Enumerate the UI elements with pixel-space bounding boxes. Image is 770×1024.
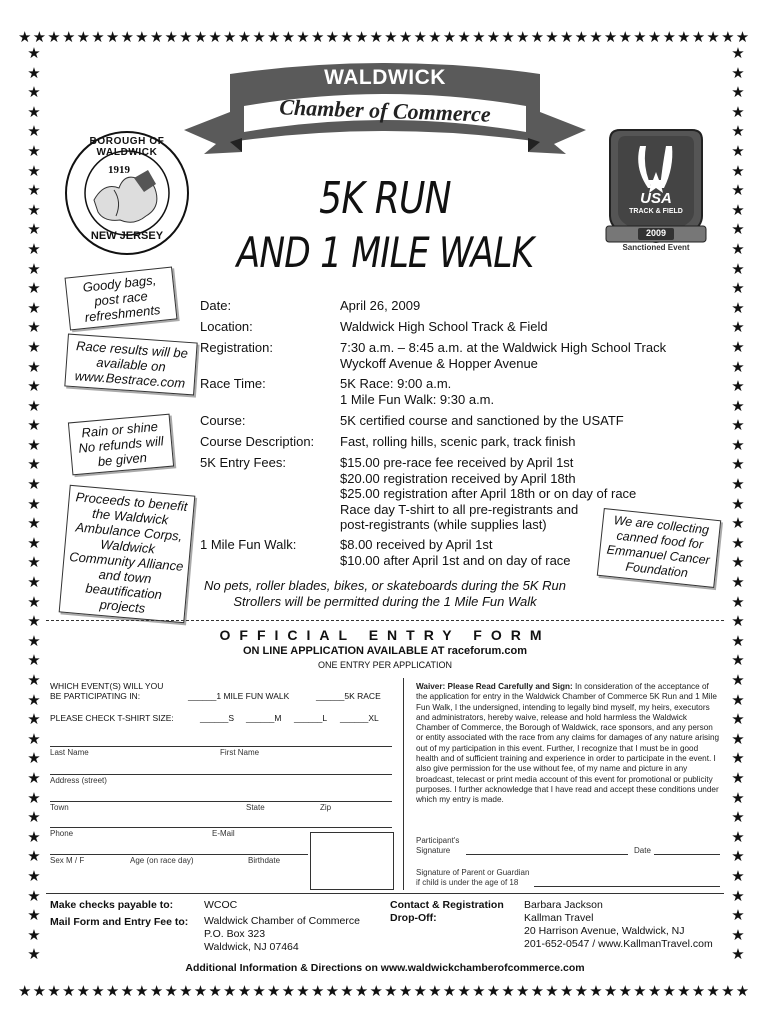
usatf-year: 2009 [645, 228, 667, 238]
which-events-label: WHICH EVENT(S) WILL YOU BE PARTICIPATING IN: [50, 681, 164, 701]
state-label: State [246, 803, 265, 812]
town-field[interactable] [50, 801, 392, 802]
last-name-label: Last Name [50, 748, 89, 757]
banner-subtitle: Chamber of Commerce [278, 94, 492, 127]
tshirt-size-l[interactable]: ______L [294, 713, 328, 723]
option-fun-walk[interactable]: ______1 MILE FUN WALK [188, 691, 290, 701]
participant-signature-label: Participant's Signature [416, 836, 460, 855]
tshirt-size-s[interactable]: ______S [200, 713, 235, 723]
note-goody-bags: Goody bags, post race refreshments [65, 267, 178, 331]
course-description-label: Course Description: [200, 434, 315, 449]
entry-form-title: OFFICIAL ENTRY FORM [219, 627, 551, 643]
note-proceeds: Proceeds to benefit the Waldwick Ambulance Corps, Waldwick Community Alliance and town beautification projects [59, 485, 196, 623]
parent-signature-label: Signature of Parent or Guardian if child is under the age of 18 [416, 868, 530, 887]
location-value: Waldwick High School Track & Field [340, 319, 548, 334]
checks-payable-label: Make checks payable to: [50, 899, 174, 911]
office-use-box [310, 832, 394, 890]
course-description-value: Fast, rolling hills, scenic park, track finish [340, 434, 576, 449]
date-field-label: Date [634, 846, 651, 855]
bottom-star-border: ★★★★★★★★★★★★★★★★★★★★★★★★★★★★★★★★★★★★★★★★★★★★★★★★★★ [18, 984, 751, 999]
contact-value: Barbara Jackson Kallman Travel 20 Harrison Avenue, Waldwick, NJ 201-652-0547 / www.KallmanTravel.com [524, 899, 713, 950]
additional-info: Additional Information & Directions on www.waldwickchamberofcommerce.com [185, 962, 585, 974]
phone-label: Phone [50, 829, 74, 838]
date-value: April 26, 2009 [340, 298, 421, 313]
course-label: Course: [200, 413, 246, 428]
top-star-border: ★★★★★★★★★★★★★★★★★★★★★★★★★★★★★★★★★★★★★★★★★★★★★★★★★★ [18, 30, 751, 45]
cut-line [46, 620, 724, 621]
contact-label: Contact & Registration Drop-Off: [390, 899, 504, 924]
online-application: ON LINE APPLICATION AVAILABLE AT raceforum.com [243, 645, 527, 657]
mail-form-value: Waldwick Chamber of Commerce P.O. Box 323 Waldwick, NJ 07464 [204, 915, 360, 953]
email-label: E-Mail [212, 829, 235, 838]
last-name-field[interactable] [50, 746, 392, 747]
banner-title: WALDWICK [324, 66, 446, 89]
age-label: Age (on race day) [130, 856, 194, 865]
usatf-badge [604, 128, 708, 262]
sex-label: Sex M / F [50, 856, 85, 865]
date-field[interactable] [654, 854, 720, 855]
left-star-border: ★ ★ ★ ★ ★ ★ ★ ★ ★ ★ ★ ★ ★ ★ ★ ★ ★ ★ ★ ★ ★ ★ ★ ★ ★ ★ ★ ★ ★ ★ ★ ★ ★ ★ ★ ★ ★ ★ ★ ★ ★ ★ ★ ★ ★ ★ ★ [27, 45, 41, 964]
waiver-title: Waiver: Please Read Carefully and Sign: [416, 682, 573, 691]
note-race-results: Race results will be available on www.Bestrace.com [64, 334, 197, 396]
borough-seal [64, 130, 190, 256]
race-time-label: Race Time: [200, 376, 266, 391]
right-star-border: ★ ★ ★ ★ ★ ★ ★ ★ ★ ★ ★ ★ ★ ★ ★ ★ ★ ★ ★ ★ ★ ★ ★ ★ ★ ★ ★ ★ ★ ★ ★ ★ ★ ★ ★ ★ ★ ★ ★ ★ ★ ★ ★ ★ ★ ★ ★ [731, 45, 745, 964]
phone-field[interactable] [50, 827, 392, 828]
fun-walk-value: $8.00 received by April 1st $10.00 after April 1st and on day of race [340, 537, 571, 568]
fun-walk-label: 1 Mile Fun Walk: [200, 537, 297, 552]
location-label: Location: [200, 319, 253, 334]
tshirt-size-m[interactable]: ______M [246, 713, 282, 723]
seal-bottom-text: NEW JERSEY [90, 230, 164, 242]
registration-value: 7:30 a.m. – 8:45 a.m. at the Waldwick High School Track Wyckoff Avenue & Hopper Avenue [340, 340, 667, 371]
usatf-usa: USA [640, 190, 672, 207]
entry-fees-label: 5K Entry Fees: [200, 455, 286, 470]
registration-label: Registration: [200, 340, 273, 355]
note-canned-food: We are collecting canned food for Emmanuel Cancer Foundation [597, 508, 721, 588]
parent-signature-field[interactable] [534, 886, 720, 887]
seal-year: 1919 [108, 164, 130, 176]
course-value: 5K certified course and sanctioned by the USATF [340, 413, 624, 428]
usatf-track-field: TRACK & FIELD [629, 208, 683, 215]
zip-label: Zip [320, 803, 332, 812]
event-title-line1: 5K RUN [319, 173, 451, 224]
tshirt-size-xl[interactable]: ______XL [340, 713, 379, 723]
waiver-text: In consideration of the acceptance of the application for entry in the Waldwick Chamber of Commerce 5K Run and 1 Mile Fun Walk, I the undersigned, intending to legally bind myself, my heirs, executors and administrators, hereby waive, release and hold harmless the Waldwick Chamber of Commerce, the Borough of Waldwick, race sponsors, and any person or entity associated with the race from any claims for damages of any nature arising out of my participation in this event. Further, I recognize that I must be in good health and of sufficient training and experience in order to participate in the event. I also give permission for the use without fee, of my name and picture in any broadcast, telecast or print media account of this event for promotional or publicity purposes. I further acknowledge that I have read and accept these conditions under which my entry is made. [416, 682, 720, 805]
mail-form-label: Mail Form and Entry Fee to: [50, 916, 189, 928]
event-title-line2: AND 1 MILE WALK [236, 228, 534, 277]
town-label: Town [50, 803, 69, 812]
birthdate-label: Birthdate [248, 856, 281, 865]
payment-divider [46, 893, 724, 894]
no-pets-notice: No pets, roller blades, bikes, or skateboards during the 5K Run [203, 578, 567, 593]
tshirt-size-label: PLEASE CHECK T-SHIRT SIZE: [50, 713, 174, 723]
first-name-label: First Name [220, 748, 260, 757]
waiver-block [416, 682, 722, 806]
option-5k-race[interactable]: ______5K RACE [316, 691, 381, 701]
race-time-value: 5K Race: 9:00 a.m. 1 Mile Fun Walk: 9:30 a.m. [340, 376, 495, 407]
address-label: Address (street) [50, 776, 107, 785]
entry-fees-value: $15.00 pre-race fee received by April 1st $20.00 registration received by April 18th $25.00 registration after April 18th or on day of race Race day T-shirt to all pre-registrants and post-registrants (while supplies last) [340, 455, 637, 532]
usatf-sanctioned: Sanctioned Event [622, 243, 690, 252]
form-divider [403, 678, 404, 890]
sex-age-field[interactable] [50, 854, 308, 855]
checks-payable-value: WCOC [204, 899, 238, 911]
chamber-banner [182, 58, 588, 170]
seal-top-text: BOROUGH OF WALDWICK [89, 136, 165, 158]
note-rain-or-shine: Rain or shine No refunds will be given [68, 414, 174, 476]
date-label: Date: [200, 298, 232, 313]
one-entry-notice: ONE ENTRY PER APPLICATION [317, 660, 453, 670]
participant-signature-field[interactable] [466, 854, 628, 855]
strollers-notice: Strollers will be permitted during the 1 Mile Fun Walk [233, 594, 537, 609]
address-field[interactable] [50, 774, 392, 775]
